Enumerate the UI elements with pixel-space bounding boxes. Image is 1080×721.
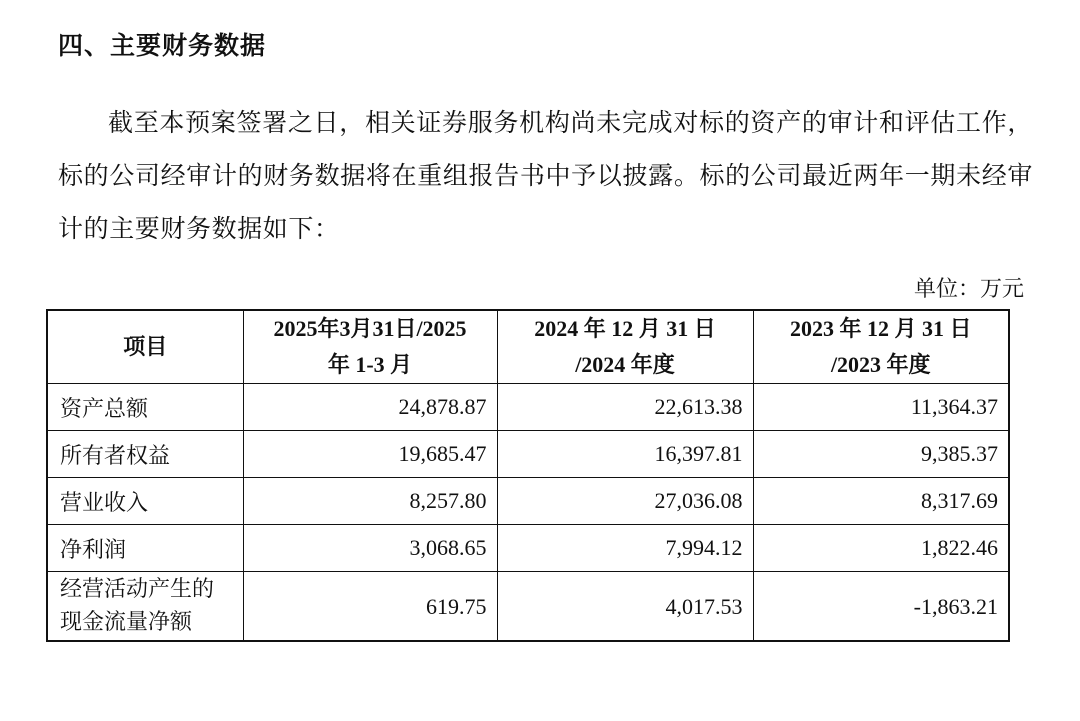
table-row: [47, 384, 1009, 431]
cell-2024: 22,613.38: [497, 384, 753, 431]
row-label: [47, 572, 243, 642]
cell-2024: 27,036.08: [497, 478, 753, 525]
header-2023: [753, 310, 1009, 384]
section-heading: 四、主要财务数据: [58, 31, 267, 60]
table-row: [47, 525, 1009, 572]
row-label: 资产总额: [47, 384, 243, 431]
row-label: 所有者权益: [47, 431, 243, 478]
cell-2024: 16,397.81: [497, 431, 753, 478]
header-item-label: 项目: [123, 334, 168, 359]
cell-2023: 1,822.46: [753, 525, 1009, 572]
cell-2025: 19,685.47: [243, 431, 497, 478]
cell-2025: 619.75: [243, 572, 497, 642]
body-paragraph: 截至本预案签署之日，相关证券服务机构尚未完成对标的资产的审计和评估工作，标的公司经审计的财务数据将在重组报告书中予以披露。标的公司最近两年一期未经审计的主要财务数据如下：: [58, 108, 1033, 243]
cell-2025: 3,068.65: [243, 525, 497, 572]
cell-2023: 11,364.37: [753, 384, 1009, 431]
header-2023-line1: 2023 年 12 月 31 日: [789, 316, 972, 341]
financial-data-table: [46, 309, 1010, 642]
cell-2025: 8,257.80: [243, 478, 497, 525]
cell-2023: 8,317.69: [753, 478, 1009, 525]
row-label: 营业收入: [47, 478, 243, 525]
table-row: [47, 478, 1009, 525]
header-2025-line2: 年 1-3 月: [327, 352, 413, 377]
cell-2025: 24,878.87: [243, 384, 497, 431]
header-item: [47, 310, 243, 384]
header-2024: [497, 310, 753, 384]
cell-2023: -1,863.21: [753, 572, 1009, 642]
header-2025-line1: 2025年3月31日/2025: [273, 316, 467, 341]
header-2024-line1: 2024 年 12 月 31 日: [534, 316, 716, 341]
header-2023-line2: /2023 年度: [830, 352, 931, 377]
header-2024-line2: /2024 年度: [575, 352, 675, 377]
row-label-line1: 经营活动产生的: [60, 577, 215, 602]
unit-label: 单位：万元: [913, 277, 1024, 302]
table-row: [47, 572, 1009, 642]
row-label-line2: 现金流量净额: [60, 610, 193, 635]
cell-2023: 9,385.37: [753, 431, 1009, 478]
row-label: 净利润: [47, 525, 243, 572]
cell-2024: 7,994.12: [497, 525, 753, 572]
cell-2024: 4,017.53: [497, 572, 753, 642]
table-row: [47, 431, 1009, 478]
header-2025: [243, 310, 497, 384]
table-header-row: [47, 310, 1009, 384]
